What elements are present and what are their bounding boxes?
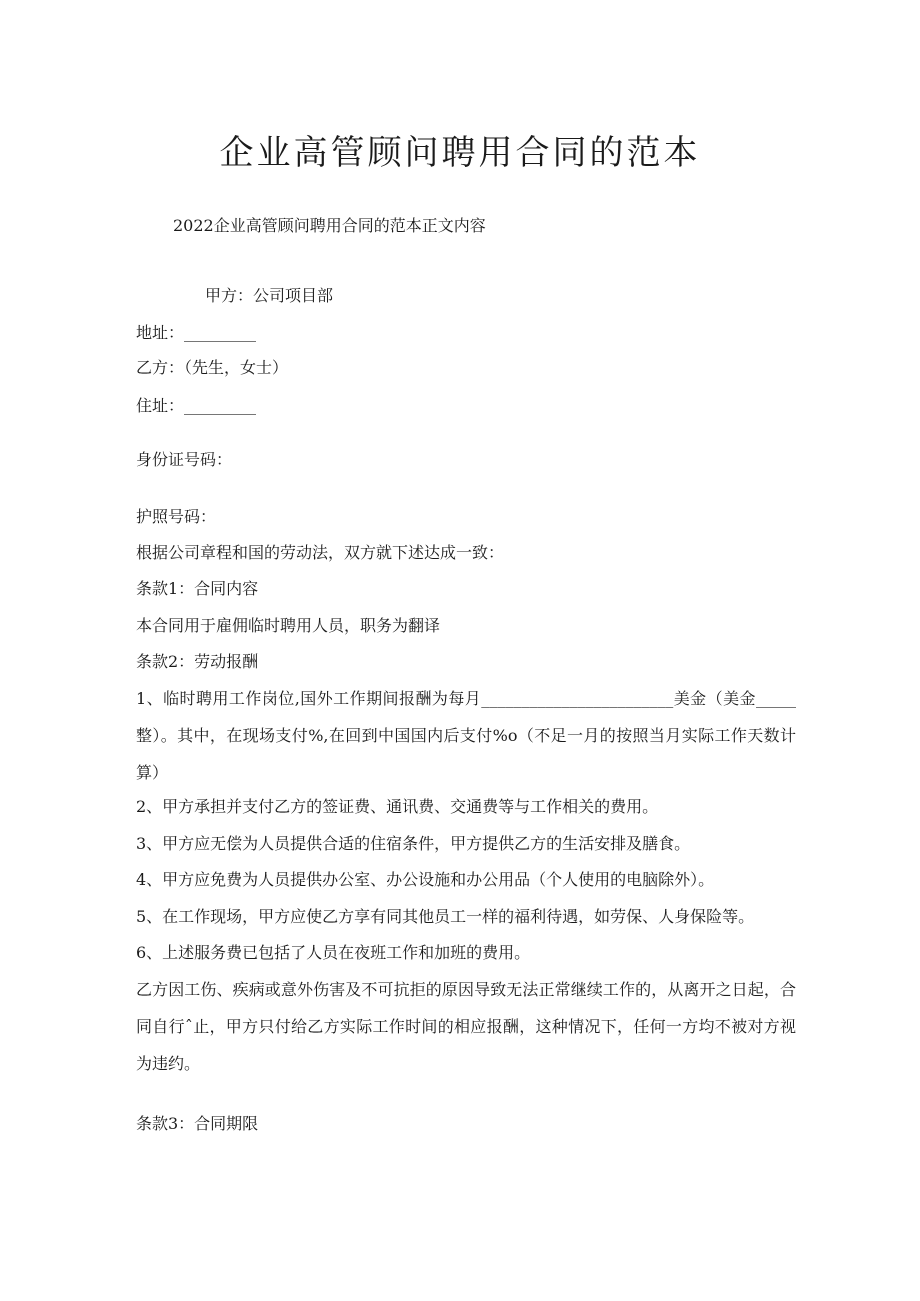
address-line: 地址：_________ <box>136 323 257 342</box>
clause2-item-3: 3、甲方应无偿为人员提供合适的住宿条件，甲方提供乙方的生活安排及膳食。 <box>136 834 691 853</box>
clause2-item-5: 5、在工作现场，甲方应使乙方享有同其他员工一样的福利待遇，如劳保、人身保险等。 <box>136 907 755 926</box>
clause2-item-1: 1、临时聘用工作岗位,国外工作期间报酬为每月________________________美金（美金_____整）。其中，在现场支付%,在回到中国国内后支付%o（不足一月的按照当月实际工作天数计算） <box>136 689 796 782</box>
clause1-heading: 条款1：合同内容 <box>136 579 259 598</box>
clause2-item-6: 6、上述服务费已包括了人员在夜班工作和加班的费用。 <box>136 943 531 962</box>
clause1-text: 本合同用于雇佣临时聘用人员，职务为翻译 <box>136 616 441 635</box>
preamble-line: 根据公司章程和国的劳动法，双方就下述达成一致： <box>136 543 505 562</box>
party-b-line: 乙方：（先生，女士） <box>136 358 289 377</box>
clause2-heading: 条款2：劳动报酬 <box>136 652 259 671</box>
passport-line: 护照号码： <box>136 507 217 526</box>
residence-line: 住址：_________ <box>136 396 257 415</box>
clause2-item-2: 2、甲方承担并支付乙方的签证费、通讯费、交通费等与工作相关的费用。 <box>136 797 659 816</box>
document-title: 企业高管顾问聘用合同的范本 <box>219 133 701 173</box>
document-subtitle: 2022企业高管顾问聘用合同的范本正文内容 <box>173 216 486 235</box>
clause3-heading: 条款3：合同期限 <box>136 1114 259 1133</box>
injury-clause: 乙方因工伤、疾病或意外伤害及不可抗拒的原因导致无法正常继续工作的，从离开之日起，合同自行ˆ止，甲方只付给乙方实际工作时间的相应报酬，这种情况下，任何一方均不被对方视为违约。 <box>136 980 796 1073</box>
clause2-item-4: 4、甲方应免费为人员提供办公室、办公设施和办公用品（个人使用的电脑除外）。 <box>136 870 715 889</box>
id-number-line: 身份证号码： <box>136 450 233 469</box>
party-a-line: 甲方：公司项目部 <box>205 286 334 305</box>
